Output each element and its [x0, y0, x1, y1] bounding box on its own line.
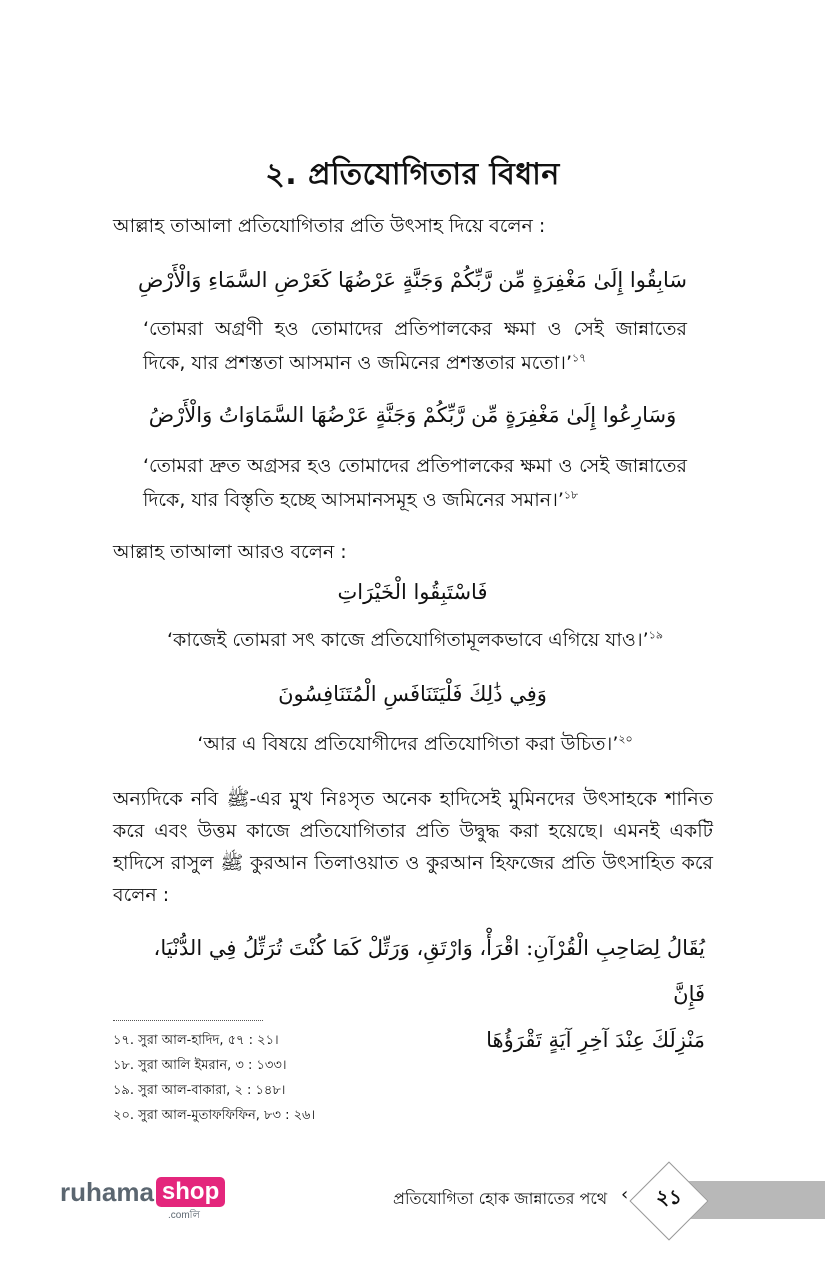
verse-4-text: ‘আর এ বিষয়ে প্রতিযোগীদের প্রতিযোগিতা করা উচিত।’ — [197, 733, 619, 755]
footnote-18: ১৮. সুরা আলি ইমরান, ৩ : ১৩৩। — [113, 1058, 287, 1073]
page-number: ২১ — [656, 1185, 682, 1209]
verse-1-arabic: سَابِقُوا إِلَىٰ مَغْفِرَةٍ مِّن رَّبِّكُمْ وَجَنَّةٍ عَرْضُهَا كَعَرْضِ السَّمَاءِ وَالْأَرْضِ — [137, 268, 688, 292]
intro-text: আল্লাহ তাআলা প্রতিযোগিতার প্রতি উৎসাহ দিয়ে বলেন : — [113, 215, 546, 237]
hadith-arabic-line-1: يُقَالُ لِصَاحِبِ الْقُرْآنِ: اقْرَأْ، وَارْتَقِ، وَرَتِّلْ كَمَا كُنْتَ تُرَتِّلُ فِي الدُّنْيَا، فَإِنَّ — [153, 936, 705, 1006]
verse-1-text: ‘তোমরা অগ্রণী হও তোমাদের প্রতিপালকের ক্ষমা ও সেই জান্নাতের দিকে, যার প্রশস্ততা আসমান ও জমিনের প্রশস্ততার মতো।’ — [143, 318, 687, 374]
verse-2-arabic: وَسَارِعُوا إِلَىٰ مَغْفِرَةٍ مِّن رَّبِّكُمْ وَجَنَّةٍ عَرْضُهَا السَّمَاوَاتُ وَالْأَرْضُ — [148, 403, 677, 427]
footnote-17: ১৭. সুরা আল-হাদিদ, ৫৭ : ২১। — [113, 1033, 279, 1048]
verse-4-translation — [120, 727, 710, 761]
verse-1-translation — [143, 312, 687, 380]
verse-2-text: ‘তোমরা দ্রুত অগ্রসর হও তোমাদের প্রতিপালকের ক্ষমা ও সেই জান্নাতের দিকে, যার বিস্তৃতি হচ্ছে আসমানসমূহ ও জমিনের সমান।’ — [143, 455, 687, 511]
running-footer-title: প্রতিযোগিতা হোক জান্নাতের পথে — [393, 1189, 608, 1208]
logo-ruhama-text: ruhama — [60, 1177, 154, 1207]
verse-3-arabic: فَاسْتَبِقُوا الْخَيْرَاتِ — [337, 580, 488, 604]
footnote-19: ১৯. সুরা আল-বাকারা, ২ : ১৪৮। — [113, 1083, 286, 1098]
hadith-arabic-line-2: مَنْزِلَكَ عِنْدَ آخِرِ آيَةٍ تَقْرَؤُهَا — [486, 1028, 705, 1052]
footnote-ref-19: ১৯ — [648, 628, 663, 642]
logo-shop-text: shop — [156, 1177, 225, 1207]
logo-domain-text: .comলি — [168, 1210, 200, 1221]
verse-3-translation — [120, 623, 710, 657]
footnote-ref-18: ১৮ — [563, 488, 579, 502]
footnote-divider — [113, 1020, 263, 1021]
ruhamashop-logo — [60, 1177, 225, 1207]
verse-2-translation — [143, 449, 687, 517]
footnote-ref-20: ২০ — [618, 732, 633, 746]
body-paragraph: অন্যদিকে নবি ﷺ-এর মুখ নিঃসৃত অনেক হাদিসেই মুমিনদের উৎসাহকে শানিত করে এবং উত্তম কাজে প্রতিযোগিতার প্রতি উদ্বুদ্ধ করা হয়েছে। এমনই একটি হাদিসে রাসুল ﷺ কুরআন তিলাওয়াত ও কুরআন হিফজের প্রতি উৎসাহিত করে বলেন : — [113, 788, 713, 906]
intro-2-text: আল্লাহ তাআলা আরও বলেন : — [113, 541, 347, 563]
footnote-20: ২০. সুরা আল-মুতাফফিফিন, ৮৩ : ২৬। — [113, 1108, 316, 1123]
verse-4-arabic: وَفِي ذَٰلِكَ فَلْيَتَنَافَسِ الْمُتَنَافِسُونَ — [278, 682, 547, 706]
chevron-left-icon: ‹ — [621, 1184, 629, 1205]
page-title: ২. প্রতিযোগিতার বিধান — [265, 157, 560, 192]
footnote-ref-17: ১৭ — [572, 351, 587, 365]
verse-3-text: ‘কাজেই তোমরা সৎ কাজে প্রতিযোগিতামূলকভাবে এগিয়ে যাও।’ — [167, 629, 649, 651]
